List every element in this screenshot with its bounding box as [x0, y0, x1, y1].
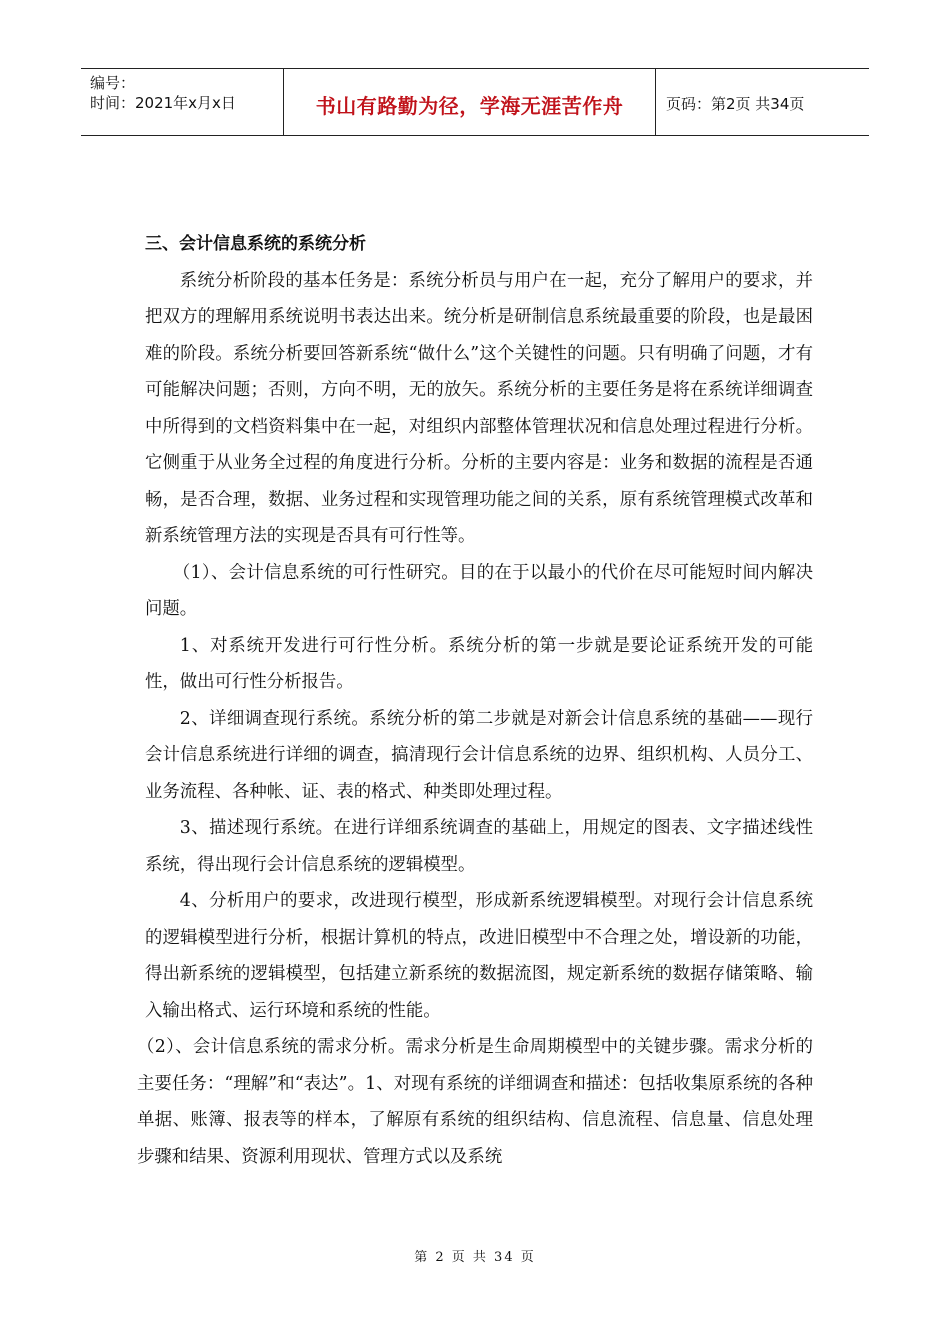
- paragraph-requirements: （2）、会计信息系统的需求分析。需求分析是生命周期模型中的关键步骤。需求分析的主要任务：“理解”和“表达”。1、对现有系统的详细调查和描述：包括收集原系统的各种单据、账簿、报表等的样本，了解原有系统的组织结构、信息流程、信息量、信息处理步骤和结果、资源利用现状、管理方式以及系统: [137, 1037, 813, 1167]
- header-motto: 书山有路勤为径，学海无涯苦作舟: [283, 69, 656, 135]
- document-body: [137, 226, 813, 1175]
- paragraph-step-1: 1、对系统开发进行可行性分析。系统分析的第一步就是要论证系统开发的可能性，做出可行性分析报告。: [145, 635, 813, 692]
- header-meta: [81, 69, 283, 135]
- header-page-info: 页码：第2页 共34页: [666, 94, 805, 113]
- paragraph-step-2: 2、详细调查现行系统。系统分析的第二步就是对新会计信息系统的基础——现行会计信息系统进行详细的调查，搞清现行会计信息系统的边界、组织机构、人员分工、业务流程、各种帐、证、表的格式、种类即处理过程。: [145, 708, 813, 802]
- paragraph-step-4: 4、分析用户的要求，改进现行模型，形成新系统逻辑模型。对现行会计信息系统的逻辑模型进行分析，根据计算机的特点，改进旧模型中不合理之处，增设新的功能，得出新系统的逻辑模型，包括建立新系统的数据流图，规定新系统的数据存储策略、输入输出格式、运行环境和系统的性能。: [145, 891, 813, 1021]
- paragraph-feasibility: （1）、会计信息系统的可行性研究。目的在于以最小的代价在尽可能短时间内解决问题。: [145, 562, 813, 619]
- document-time-label: 时间：2021年x月x日: [90, 94, 236, 112]
- paragraph-overview: 系统分析阶段的基本任务是：系统分析员与用户在一起，充分了解用户的要求，并把双方的理解用系统说明书表达出来。统分析是研制信息系统最重要的阶段，也是最困难的阶段。系统分析要回答新系统“做什么”这个关键性的问题。只有明确了问题，才有可能解决问题；否则，方向不明，无的放矢。系统分析的主要任务是将在系统详细调查中所得到的文档资料集中在一起，对组织内部整体管理状况和信息处理过程进行分析。它侧重于从业务全过程的角度进行分析。分析的主要内容是：业务和数据的流程是否通畅，是否合理，数据、业务过程和实现管理功能之间的关系，原有系统管理模式改革和新系统管理方法的实现是否具有可行性等。: [145, 270, 813, 546]
- section-title: 三、会计信息系统的系统分析: [145, 234, 366, 254]
- page-footer: 第 2 页 共 34 页: [414, 1250, 536, 1265]
- page-header: [81, 68, 869, 136]
- document-number-label: 编号：: [90, 74, 136, 92]
- paragraph-step-3: 3、描述现行系统。在进行详细系统调查的基础上，用规定的图表、文字描述线性系统，得出现行会计信息系统的逻辑模型。: [145, 818, 813, 875]
